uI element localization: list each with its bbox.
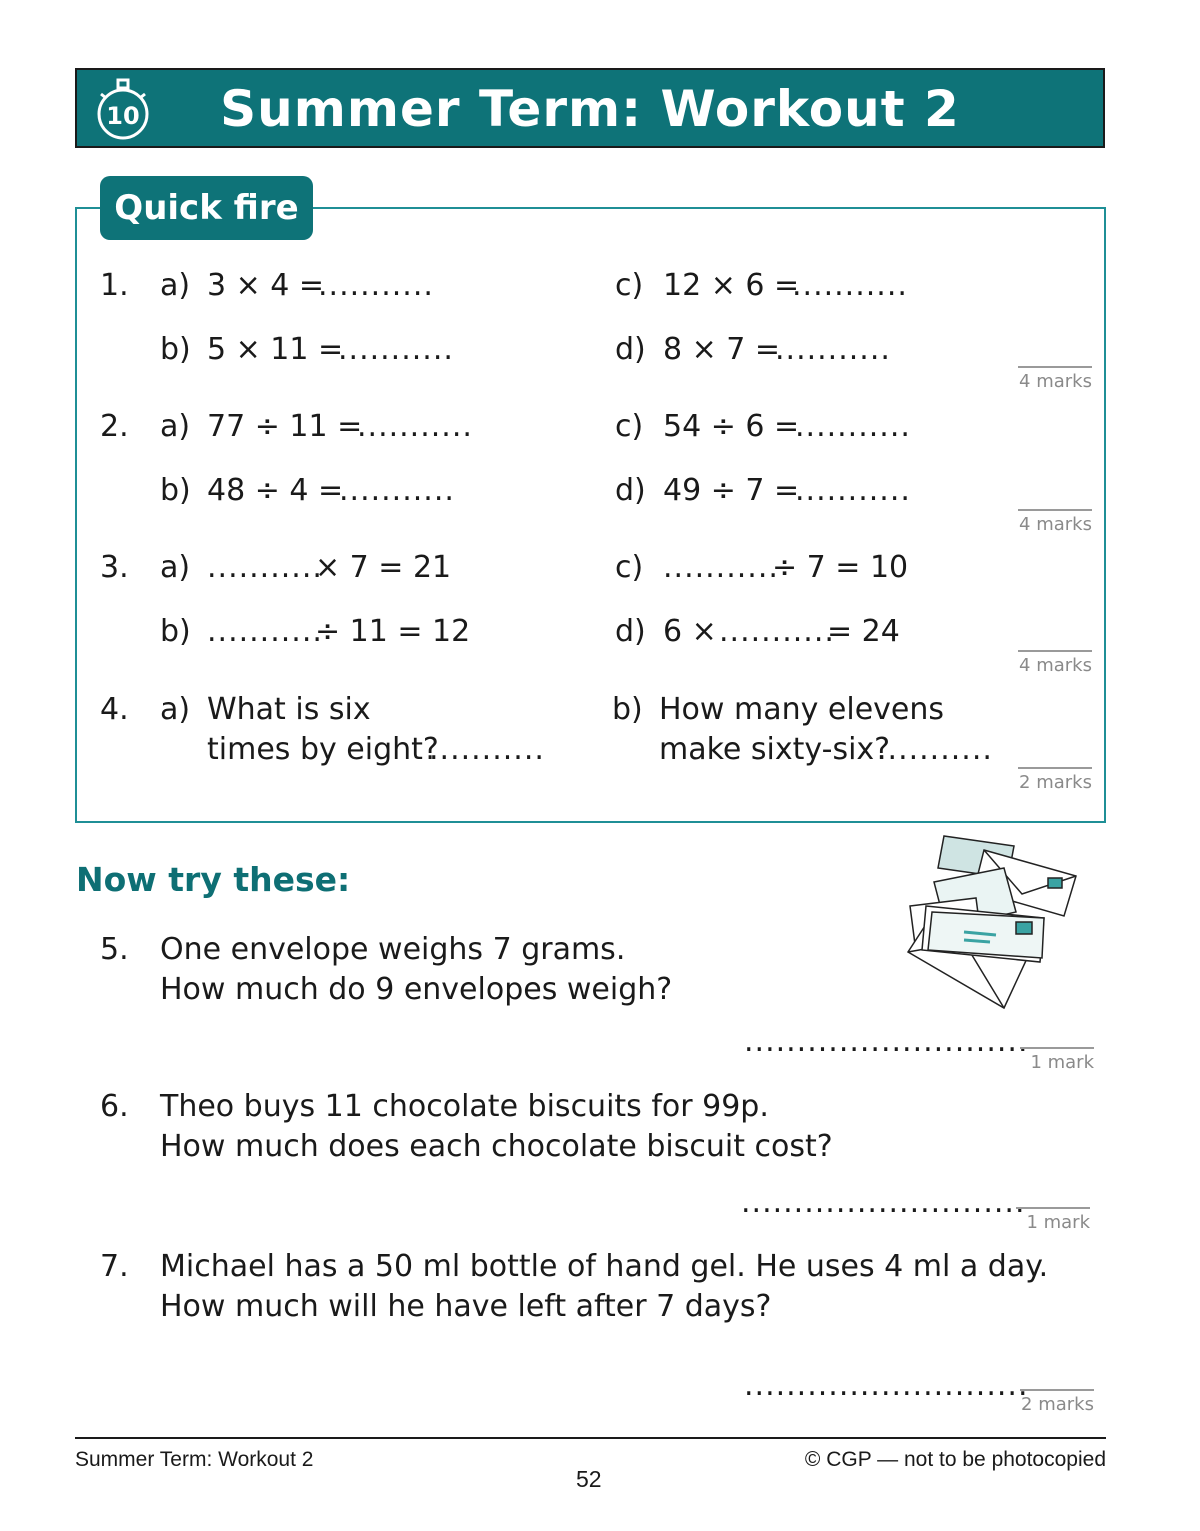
- page-title: Summer Term: Workout 2: [220, 80, 960, 138]
- q1b-text: 5 × 11 =: [207, 332, 344, 367]
- footer-divider: [75, 1437, 1106, 1439]
- q5-answer-blank[interactable]: ...........................: [744, 1024, 1029, 1059]
- q4a-answer-blank[interactable]: ...........: [429, 732, 545, 767]
- timer-minutes: 10: [106, 102, 140, 130]
- q1b-label: b): [160, 332, 191, 367]
- q2b-label: b): [160, 473, 191, 508]
- q1-marks: 4 marks: [1018, 366, 1092, 392]
- q1a-answer-blank[interactable]: ...........: [318, 268, 434, 303]
- quick-fire-tab: Quick fire: [100, 176, 313, 240]
- q2-marks: 4 marks: [1018, 509, 1092, 535]
- q7-number: 7.: [100, 1249, 129, 1284]
- q2a-label: a): [160, 409, 191, 444]
- q2d-answer-blank[interactable]: ...........: [795, 473, 911, 508]
- q2-number: 2.: [100, 409, 129, 444]
- q3b-label: b): [160, 614, 191, 649]
- q4a-line1: What is six: [207, 692, 371, 727]
- q3-marks: 4 marks: [1018, 650, 1092, 676]
- q3d-pre: 6 ×: [663, 614, 717, 649]
- q4a-label: a): [160, 692, 191, 727]
- q7-answer-blank[interactable]: ...........................: [744, 1368, 1029, 1403]
- envelopes-illustration: [904, 832, 1084, 1012]
- q4a-line2: times by eight?: [207, 732, 439, 767]
- q3c-label: c): [615, 550, 644, 585]
- q1b-answer-blank[interactable]: ...........: [338, 332, 454, 367]
- q1c-answer-blank[interactable]: ...........: [792, 268, 908, 303]
- q1d-answer-blank[interactable]: ...........: [775, 332, 891, 367]
- q2a-text: 77 ÷ 11 =: [207, 409, 363, 444]
- footer-left: Summer Term: Workout 2: [75, 1448, 314, 1471]
- q6-line2: How much does each chocolate biscuit cost?: [160, 1129, 833, 1164]
- q2c-answer-blank[interactable]: ...........: [795, 409, 911, 444]
- q4-number: 4.: [100, 692, 129, 727]
- q2c-label: c): [615, 409, 644, 444]
- q3a-answer-blank[interactable]: ...........: [207, 550, 323, 585]
- q1d-label: d): [615, 332, 646, 367]
- q6-answer-blank[interactable]: ...........................: [741, 1185, 1026, 1220]
- q1-number: 1.: [100, 268, 129, 303]
- q3c-text: ÷ 7 = 10: [772, 550, 909, 585]
- q3c-answer-blank[interactable]: ...........: [663, 550, 779, 585]
- q6-number: 6.: [100, 1089, 129, 1124]
- q7-marks: 2 marks: [1020, 1389, 1094, 1415]
- q3a-text: × 7 = 21: [315, 550, 452, 585]
- q3d-answer-blank[interactable]: ...........: [719, 614, 835, 649]
- q1a-text: 3 × 4 =: [207, 268, 325, 303]
- q5-line1: One envelope weighs 7 grams.: [160, 932, 626, 967]
- q1a-label: a): [160, 268, 191, 303]
- q7-line1: Michael has a 50 ml bottle of hand gel. He uses 4 ml a day.: [160, 1249, 1049, 1284]
- q3b-answer-blank[interactable]: ...........: [207, 614, 323, 649]
- q3d-label: d): [615, 614, 646, 649]
- q4b-label: b): [612, 692, 643, 727]
- q4-marks: 2 marks: [1018, 767, 1092, 793]
- q1d-text: 8 × 7 =: [663, 332, 781, 367]
- q6-marks: 1 mark: [1016, 1207, 1090, 1233]
- q2b-text: 48 ÷ 4 =: [207, 473, 344, 508]
- q2d-text: 49 ÷ 7 =: [663, 473, 800, 508]
- q3-number: 3.: [100, 550, 129, 585]
- q2d-label: d): [615, 473, 646, 508]
- q1c-text: 12 × 6 =: [663, 268, 800, 303]
- q1c-label: c): [615, 268, 644, 303]
- q2b-answer-blank[interactable]: ...........: [339, 473, 455, 508]
- q5-line2: How much do 9 envelopes weigh?: [160, 972, 673, 1007]
- q4b-line1: How many elevens: [659, 692, 944, 727]
- q4b-line2: make sixty-six?: [659, 732, 891, 767]
- now-try-heading: Now try these:: [76, 860, 351, 899]
- q3a-label: a): [160, 550, 191, 585]
- q2c-text: 54 ÷ 6 =: [663, 409, 800, 444]
- footer-copyright: © CGP — not to be photocopied: [804, 1448, 1106, 1471]
- q3d-post: = 24: [827, 614, 900, 649]
- q3b-text: ÷ 11 = 12: [315, 614, 471, 649]
- q6-line1: Theo buys 11 chocolate biscuits for 99p.: [160, 1089, 769, 1124]
- q5-number: 5.: [100, 932, 129, 967]
- q2a-answer-blank[interactable]: ...........: [357, 409, 473, 444]
- q4b-answer-blank[interactable]: ...........: [877, 732, 993, 767]
- page-header: [75, 68, 1105, 148]
- q7-line2: How much will he have left after 7 days?: [160, 1289, 772, 1324]
- q5-marks: 1 mark: [1020, 1047, 1094, 1073]
- page-number: 52: [576, 1466, 602, 1492]
